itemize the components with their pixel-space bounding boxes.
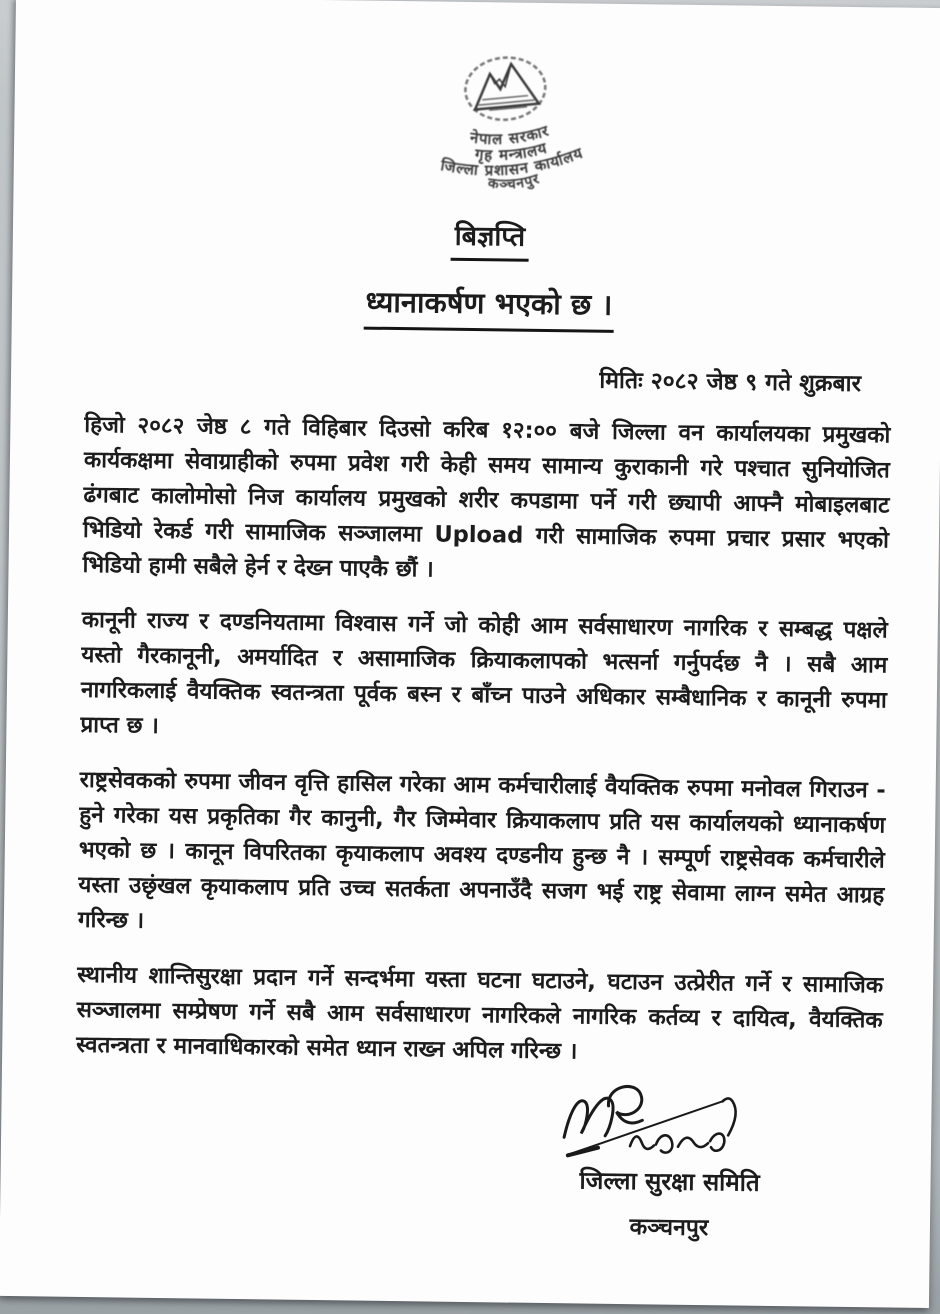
paragraph-3: राष्ट्रसेवकको रुपमा जीवन वृत्ति हासिल गरेका आम कर्मचारीलाई वैयक्तिक रुपमा मनोवल गिराउन - हुने गरेका यस प्रकृतिका गैर कानुनी, गैर जिम्मेवार क्रियाकलाप प्रति यस कार्यालयको ध्यानाकर्षण भएको छ । कानून विपरितका कृयाकलाप अवश्य दण्डनीय हुन्छ नै । सम्पूर्ण राष्ट्रसेवक कर्मचारीले यस्ता उछृंखल कृयाकलाप प्रति उच्च सतर्कता अपनाउँदै सजग भई राष्ट्र सेवामा लाग्न समेत आग्रह गरिन्छ । [77,766,886,934]
document-heading-text: ध्यानाकर्षण भएको छ । [363,282,614,333]
signature-icon [550,1073,791,1172]
paragraph-1: हिजो २०८२ जेष्ठ ८ गते विहिबार दिउसो करिब १२:०० बजे जिल्ला वन कार्यालयका प्रमुखको कार्यकक्षमा सेवाग्राहीको रुपमा प्रवेश गरी केही समय सामान्य कुराकानी गरे पश्चात सुनियोजित ढंगबाट कालोमोसो निज कार्यालय प्रमुखको शरीर कपडामा पर्ने गरी छ्यापी आफ्नै मोबाइलबाट भिडियो रेकर्ड गरी सामाजिक सञ्जालमा Upload गरी सामाजिक रुपमा प्रचार प्रसार भएको भिडियो हामी सबैले हेर्न र देख्न पाएकै छौं । [82,411,891,583]
office-seal-stamp [392,51,626,212]
paragraph-2: कानूनी राज्य र दण्डनियतामा विश्वास गर्ने जो कोही आम सर्वसाधारण नागरिक र सम्बद्ध पक्षले यस्तो गैरकानूनी, अमर्यादित र असामाजिक क्रियाकलापको भत्सर्ना गर्नुपर्दछ नै । सबै आम नागरिकलाई वैयक्तिक स्वतन्त्रता पूर्वक बस्न र बाँच्न पाउने अधिकार सम्बैधानिक र कानूनी रुपमा प्राप्त छ । [80,606,888,739]
mountain-emblem-icon [463,54,548,123]
signatory-organization: जिल्ला सुरक्षा समिति [579,1166,760,1197]
stamp-text-government: नेपाल सरकार [469,121,552,149]
stamp-group [428,51,588,200]
paragraph-4: स्थानीय शान्तिसुरक्षा प्रदान गर्ने सन्दर्भमा यस्ता घटना घटाउने, घटाउन उत्प्रेरीत गर्ने र सामाजिक सञ्जालमा सम्प्रेषण गर्ने सबै आम सर्वसाधारण नागरिकले नागरिक कर्तव्य र दायित्व, वैयक्तिक स्वतन्त्रता र मानवाधिकारको समेत ध्यान राख्न अपिल गरिन्छ । [76,961,884,1065]
stamp-text-district: कञ्चनपुर [487,170,542,193]
stamp-text-ministry: गृह मन्त्रालय [474,138,550,165]
date-line: मितिः २०८२ जेष्ठ ९ गते शुक्रबार [599,367,862,398]
signatory-place: कञ्चनपुर [629,1214,709,1242]
stamp-text-office: जिल्ला प्रशासन कार्यालय [439,143,586,180]
signature-block [534,1073,806,1244]
document-title [87,211,894,267]
document-title-text: बिज्ञप्ति [450,216,529,262]
document-heading [86,278,893,337]
letter-body [76,408,891,1073]
